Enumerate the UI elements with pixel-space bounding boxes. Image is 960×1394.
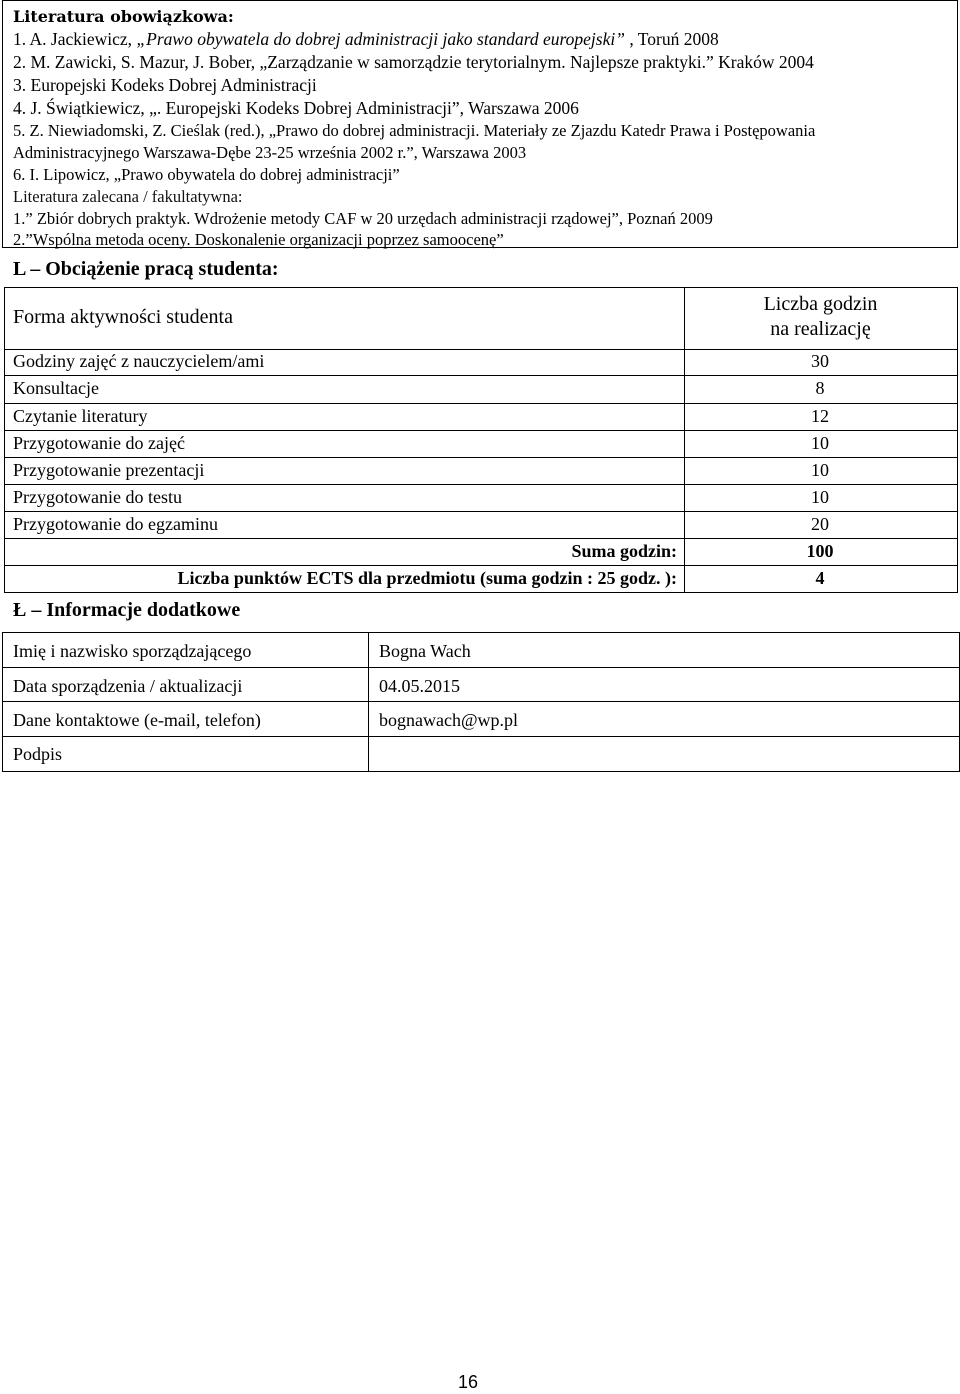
literature-item-5-cont: Administracyjnego Warszawa-Dębe 23-25 września 2002 r.”, Warszawa 2003 — [13, 143, 527, 162]
table-row-hours: 20 — [811, 514, 829, 534]
table-row-label: Czytanie literatury — [13, 406, 148, 426]
table-row-hours: 8 — [815, 378, 825, 398]
info-label-author: Imię i nazwisko sporządzającego — [13, 641, 252, 661]
col-header-hours-2: na realizację — [770, 318, 871, 340]
table-row-label: Konsultacje — [13, 378, 99, 398]
table-row-label: Przygotowanie do testu — [13, 487, 182, 507]
table-row-hours: 10 — [811, 460, 829, 480]
literature-item-5: 5. Z. Niewiadomski, Z. Cieślak (red.), „Prawo do dobrej administracji. Materiały ze Zjazdu Katedr Prawa i Postępowania — [13, 121, 816, 140]
table-row-hours: 10 — [811, 487, 829, 507]
optional-literature-heading: Literatura zalecana / fakultatywna: — [13, 187, 243, 206]
sum-label: Suma godzin: — [571, 541, 677, 561]
workload-heading: L – Obciążenie pracą studenta: — [13, 258, 279, 280]
table-row-hours: 10 — [811, 433, 829, 453]
optional-literature-item-2: 2.”Wspólna metoda oceny. Doskonalenie organizacji poprzez samoocenę” — [13, 230, 504, 249]
info-label-date: Data sporządzenia / aktualizacji — [13, 676, 243, 696]
table-row-hours: 30 — [811, 351, 829, 371]
optional-literature-item-1: 1.” Zbiór dobrych praktyk. Wdrożenie metody CAF w 20 urzędach administracji rządowej”, Poznań 2009 — [13, 209, 713, 228]
table-row-label: Godziny zajęć z nauczycielem/ami — [13, 351, 265, 371]
ects-value: 4 — [815, 568, 825, 588]
col-header-hours-1: Liczba godzin — [763, 293, 878, 315]
page-number: 16 — [458, 1372, 479, 1392]
literature-item-2: 2. M. Zawicki, S. Mazur, J. Bober, „Zarządzanie w samorządzie terytorialnym. Najlepsze praktyki.” Kraków 2004 — [13, 52, 814, 72]
sum-value: 100 — [806, 541, 834, 561]
info-label-contact: Dane kontaktowe (e-mail, telefon) — [13, 710, 261, 730]
table-row-label: Przygotowanie prezentacji — [13, 460, 205, 480]
info-value-contact: bognawach@wp.pl — [379, 710, 519, 730]
literature-item-1: 1. A. Jackiewicz, „Prawo obywatela do dobrej administracji jako standard europejski” , Toruń 2008 — [13, 29, 719, 49]
table-row-label: Przygotowanie do egzaminu — [13, 514, 218, 534]
info-table — [2, 632, 960, 772]
table-row-label: Przygotowanie do zajęć — [13, 433, 185, 453]
literature-item-3: 3. Europejski Kodeks Dobrej Administracji — [13, 75, 317, 95]
info-value-author: Bogna Wach — [379, 641, 471, 661]
ects-label: Liczba punktów ECTS dla przedmiotu (suma godzin : 25 godz. ): — [177, 568, 677, 588]
literature-item-6: 6. I. Lipowicz, „Prawo obywatela do dobrej administracji” — [13, 165, 400, 184]
info-value-date: 04.05.2015 — [379, 676, 460, 696]
literature-box — [2, 0, 958, 248]
required-literature-heading: Literatura obowiązkowa: — [13, 7, 234, 26]
col-header-activity: Forma aktywności studenta — [13, 306, 233, 328]
info-label-signature: Podpis — [13, 744, 63, 764]
workload-table — [4, 287, 958, 593]
table-row-hours: 12 — [811, 406, 829, 426]
info-heading: Ł – Informacje dodatkowe — [13, 599, 241, 621]
literature-item-4: 4. J. Świątkiewicz, „. Europejski Kodeks Dobrej Administracji”, Warszawa 2006 — [13, 98, 579, 118]
